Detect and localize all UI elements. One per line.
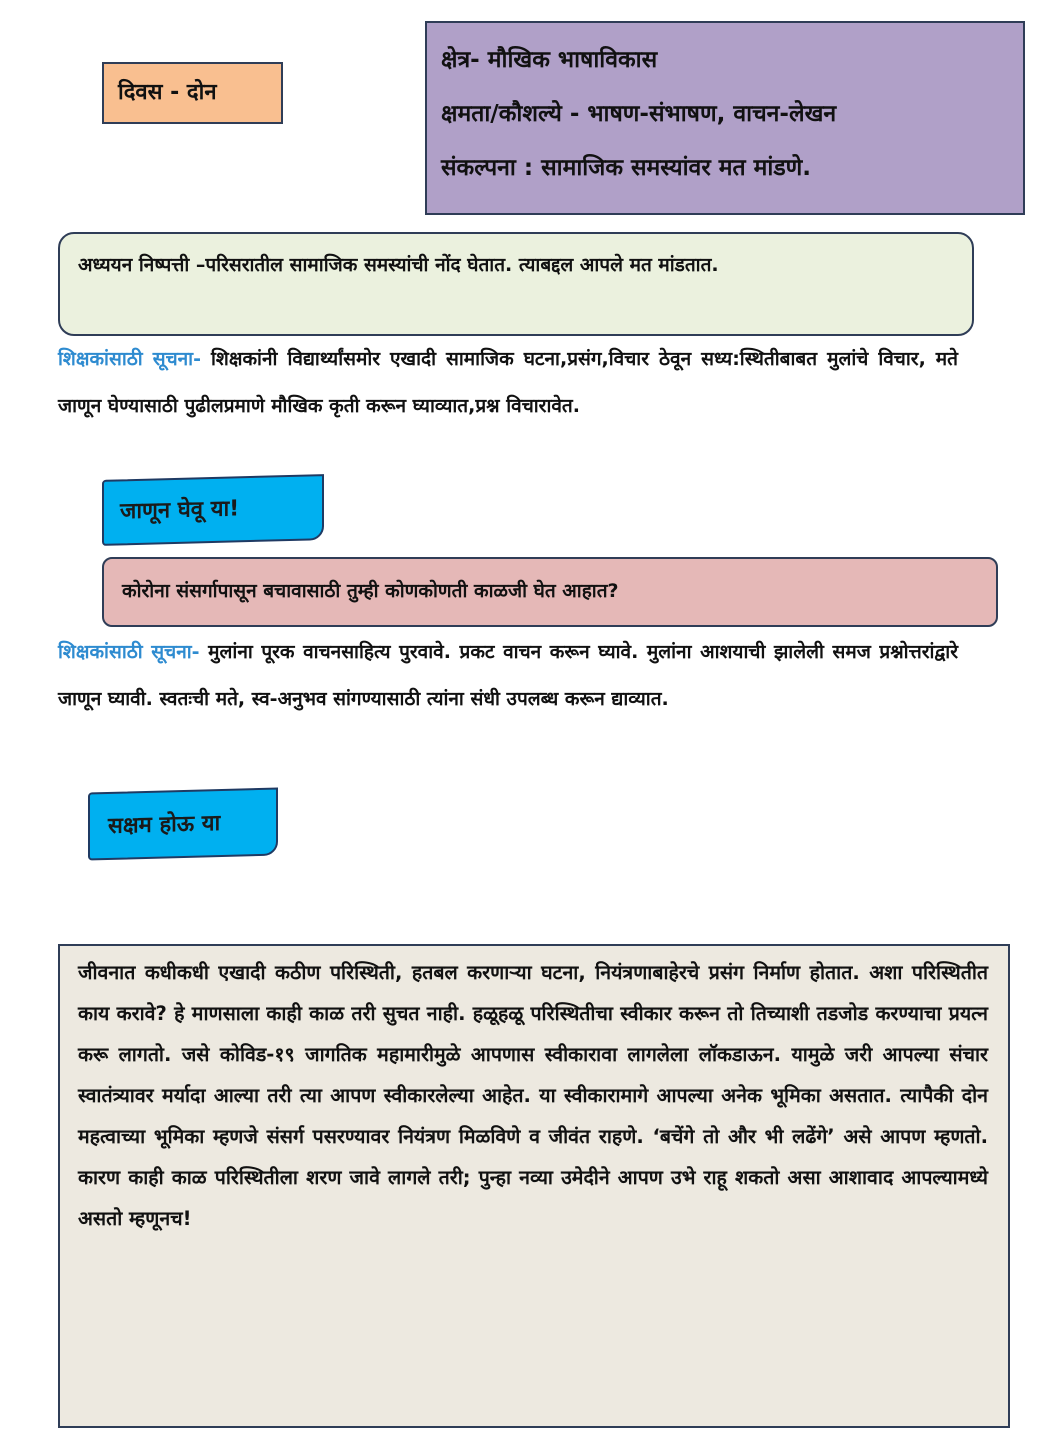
teacher-note-1-text: शिक्षकांनी विद्यार्थ्यांसमोर एखादी सामाजिक घटना,प्रसंग,विचार ठेवून सध्य:स्थितीबाबत मुलांचे विचार, मते जाणून घेण्यासाठी पुढीलप्रमाणे मौखिक कृती करून घ्याव्यात,प्रश्न विचारावेत. [58,348,958,417]
reading-passage-box [58,944,1010,1428]
day-label: दिवस - दोन [102,62,283,124]
teacher-note-2 [58,629,958,723]
banner-be-capable-text: सक्षम होऊ या [108,811,221,839]
question-text: कोरोना संसर्गापासून बचावासाठी तुम्ही कोणकोणती काळजी घेत आहात? [122,580,619,602]
question-box [102,557,998,627]
concept-text: संकल्पना : सामाजिक समस्यांवर मत मांडणे. [441,155,811,181]
teacher-note-1 [58,336,958,430]
skills-text: क्षमता/कौशल्ये - भाषण-संभाषण, वाचन-लेखन [441,101,837,127]
learning-outcome-text: अध्ययन निष्पत्ती –परिसरातील सामाजिक समस्यांची नोंद घेतात. त्याबद्दल आपले मत मांडतात. [78,254,719,276]
banner-lets-know [102,474,324,546]
learning-outcome-box [58,232,974,336]
banner-be-capable [88,788,278,861]
banner-lets-know-text: जाणून घेवू या! [120,496,240,525]
teacher-note-2-text: मुलांना पूरक वाचनसाहित्य पुरवावे. प्रकट वाचन करून घ्यावे. मुलांना आशयाची झालेली समज प्रश्नोत्तरांद्वारे जाणून घ्यावी. स्वतःची मते, स्व-अनुभव सांगण्यासाठी त्यांना संधी उपलब्ध करून द्याव्यात. [58,641,959,710]
teacher-note-2-label: शिक्षकांसाठी सूचना- [58,641,200,663]
field-text: क्षेत्र- मौखिक भाषाविकास [441,47,658,73]
area-info-box [425,21,1025,215]
teacher-note-1-label: शिक्षकांसाठी सूचना- [58,348,201,370]
reading-passage-text: जीवनात कधीकधी एखादी कठीण परिस्थिती, हतबल करणाऱ्या घटना, नियंत्रणाबाहेरचे प्रसंग निर्माण होतात. अशा परिस्थितीत काय करावे? हे माणसाला काही काळ तरी सुचत नाही. हळूहळू परिस्थितीचा स्वीकार करून तो तिच्याशी तडजोड करण्याचा प्रयत्न करू लागतो. जसे कोविड-१९ जागतिक महामारीमुळे आपणास स्वीकारावा लागलेला लॉकडाऊन. यामुळे जरी आपल्या संचार स्वातंत्र्यावर मर्यादा आल्या तरी त्या आपण स्वीकारलेल्या आहेत. या स्वीकारामागे आपल्या अनेक भूमिका असतात. त्यापैकी दोन महत्वाच्या भूमिका म्हणजे संसर्ग पसरण्यावर नियंत्रण मिळविणे व जीवंत राहणे. ‘बचेंगे तो और भी लढेंगे’ असे आपण म्हणतो. कारण काही काळ परिस्थितीला शरण जावे लागले तरी; पुन्हा नव्या उमेदीने आपण उभे राहू शकतो असा आशावाद आपल्यामध्ये असतो म्हणूनच! [78,961,988,1230]
